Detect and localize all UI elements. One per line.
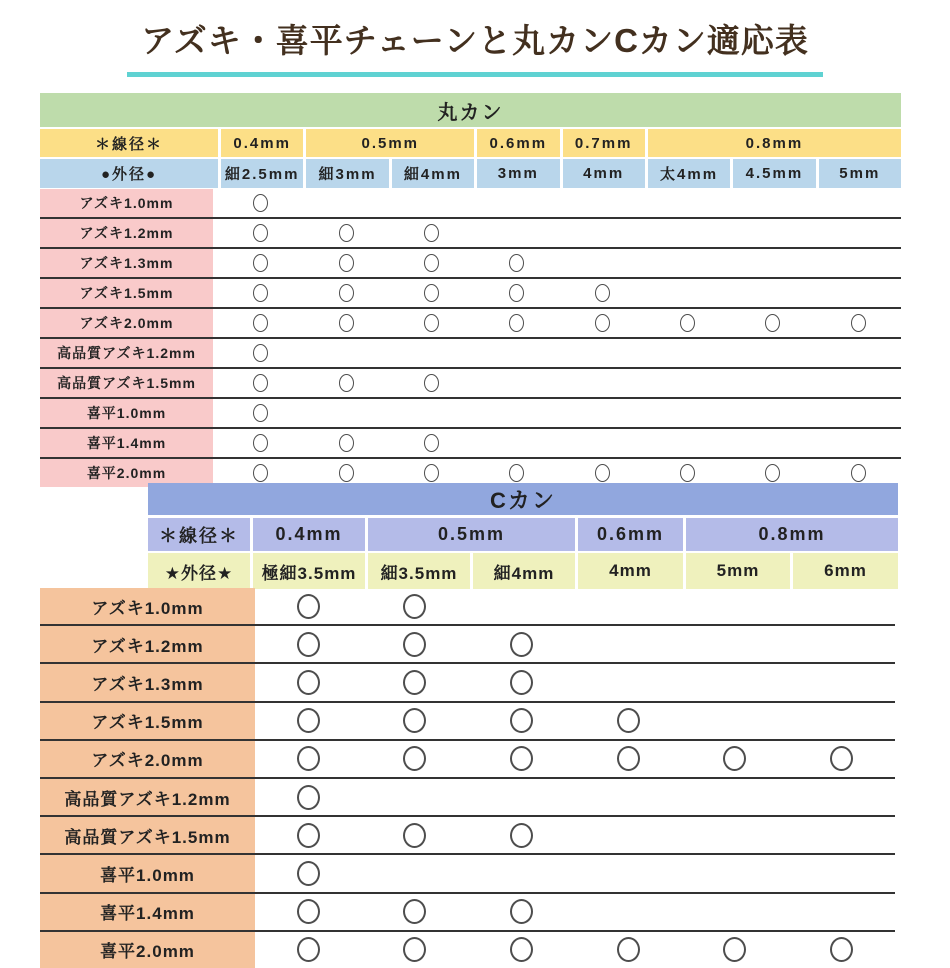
- maru-table-row: [40, 277, 901, 307]
- maru-compatible-circle: [253, 344, 268, 362]
- ckan-table-row: [40, 739, 895, 777]
- maru-gaikei-value: 細3mm: [303, 159, 388, 188]
- maru-row-label: アズキ1.2mm: [40, 219, 218, 247]
- ckan-compatible-circle: [297, 861, 320, 886]
- ckan-table-row: [40, 815, 895, 853]
- ckan-row-label: アズキ1.0mm: [40, 588, 255, 624]
- ckan-mark-cell: [255, 632, 362, 657]
- maru-compatible-circle: [595, 314, 610, 332]
- ckan-table-row: [40, 701, 895, 739]
- maru-compatible-circle: [424, 224, 439, 242]
- maru-mark-cell: [474, 464, 559, 482]
- ckan-compatible-circle: [510, 899, 533, 924]
- maru-mark-cell: [816, 464, 901, 482]
- ckan-mark-cell: [362, 708, 469, 733]
- ckan-mark-cell: [362, 594, 469, 619]
- ckan-compatible-circle: [297, 937, 320, 962]
- maru-compatible-circle: [424, 254, 439, 272]
- maru-mark-cell: [645, 314, 730, 332]
- maru-compatible-circle: [424, 284, 439, 302]
- ckan-row-label: アズキ1.3mm: [40, 664, 255, 700]
- ckan-mark-cell: [788, 937, 895, 962]
- maru-table-row: [40, 247, 901, 277]
- maru-compatible-circle: [339, 464, 354, 482]
- ckan-mark-cell: [575, 937, 682, 962]
- ckan-table-row: [40, 853, 895, 891]
- maru-compatible-circle: [509, 284, 524, 302]
- ckan-senkei-value: 0.5mm: [365, 518, 575, 551]
- ckan-mark-cell: [468, 632, 575, 657]
- maru-compatible-circle: [339, 254, 354, 272]
- maru-mark-cell: [389, 284, 474, 302]
- ckan-table-row: [40, 588, 895, 624]
- maru-compatible-circle: [509, 314, 524, 332]
- ckan-mark-cell: [255, 823, 362, 848]
- ckan-mark-cell: [575, 746, 682, 771]
- maru-compatible-circle: [595, 284, 610, 302]
- maru-mark-cell: [389, 374, 474, 392]
- maru-row-label: 高品質アズキ1.2mm: [40, 339, 218, 367]
- maru-row-label: 喜平1.4mm: [40, 429, 218, 457]
- ckan-row-label: アズキ1.2mm: [40, 626, 255, 662]
- ckan-mark-cell: [255, 594, 362, 619]
- maru-row-label: アズキ1.0mm: [40, 189, 218, 217]
- maru-row-label: アズキ2.0mm: [40, 309, 218, 337]
- maru-mark-cell: [474, 314, 559, 332]
- ckan-row-label: 喜平1.0mm: [40, 855, 255, 891]
- ckan-compatible-circle: [297, 632, 320, 657]
- ckan-compatible-circle: [403, 899, 426, 924]
- ckan-compatible-circle: [297, 899, 320, 924]
- maru-mark-cell: [645, 464, 730, 482]
- maru-mark-cell: [218, 374, 303, 392]
- maru-compatible-circle: [339, 284, 354, 302]
- ckan-table-row: [40, 662, 895, 700]
- maru-gaikei-row: [40, 159, 901, 188]
- maru-table-row: [40, 337, 901, 367]
- maru-table-row: [40, 427, 901, 457]
- maru-mark-cell: [303, 284, 388, 302]
- title-wrap: [0, 14, 950, 77]
- maru-compatible-circle: [339, 374, 354, 392]
- maru-mark-cell: [560, 284, 645, 302]
- maru-compatible-circle: [424, 434, 439, 452]
- maru-senkei-value: 0.8mm: [645, 129, 901, 157]
- ckan-compatible-circle: [297, 594, 320, 619]
- ckan-mark-cell: [468, 937, 575, 962]
- maru-mark-cell: [303, 224, 388, 242]
- maru-gaikei-value: 4mm: [560, 159, 645, 188]
- maru-compatible-circle: [339, 224, 354, 242]
- ckan-gaikei-label: ★外径★: [148, 553, 250, 589]
- maru-mark-cell: [218, 254, 303, 272]
- maru-mark-cell: [218, 224, 303, 242]
- maru-mark-cell: [218, 464, 303, 482]
- maru-senkei-value: 0.4mm: [218, 129, 303, 157]
- ckan-mark-cell: [362, 937, 469, 962]
- maru-gaikei-value: 5mm: [816, 159, 901, 188]
- maru-mark-cell: [730, 314, 815, 332]
- maru-compatible-circle: [339, 314, 354, 332]
- ckan-compatible-circle: [297, 670, 320, 695]
- ckan-mark-cell: [468, 823, 575, 848]
- ckan-compatible-circle: [297, 823, 320, 848]
- maru-mark-cell: [218, 284, 303, 302]
- maru-table-row: [40, 307, 901, 337]
- ckan-compatible-circle: [403, 937, 426, 962]
- ckan-row-label: アズキ2.0mm: [40, 741, 255, 777]
- ckan-row-label: アズキ1.5mm: [40, 703, 255, 739]
- ckan-compatible-circle: [403, 670, 426, 695]
- maru-mark-cell: [474, 284, 559, 302]
- ckan-compatible-circle: [617, 708, 640, 733]
- maru-mark-cell: [303, 254, 388, 272]
- maru-compatible-circle: [339, 434, 354, 452]
- c-kan-table-body: [40, 588, 895, 962]
- maru-mark-cell: [303, 374, 388, 392]
- ckan-row-label: 喜平1.4mm: [40, 894, 255, 930]
- ckan-compatible-circle: [830, 746, 853, 771]
- ckan-mark-cell: [468, 670, 575, 695]
- ckan-compatible-circle: [830, 937, 853, 962]
- maru-kan-table: [40, 93, 901, 487]
- c-kan-table-header: [148, 483, 898, 589]
- ckan-mark-cell: [362, 899, 469, 924]
- maru-compatible-circle: [253, 284, 268, 302]
- ckan-mark-cell: [468, 708, 575, 733]
- maru-row-label: 喜平1.0mm: [40, 399, 218, 427]
- ckan-mark-cell: [255, 937, 362, 962]
- ckan-mark-cell: [788, 746, 895, 771]
- maru-gaikei-value: 太4mm: [645, 159, 730, 188]
- maru-gaikei-value: 細2.5mm: [218, 159, 303, 188]
- maru-compatible-circle: [680, 314, 695, 332]
- maru-table-row: [40, 189, 901, 217]
- maru-row-label: 高品質アズキ1.5mm: [40, 369, 218, 397]
- ckan-mark-cell: [682, 937, 789, 962]
- maru-row-label: アズキ1.3mm: [40, 249, 218, 277]
- ckan-mark-cell: [468, 899, 575, 924]
- ckan-compatible-circle: [723, 937, 746, 962]
- maru-compatible-circle: [424, 314, 439, 332]
- maru-compatible-circle: [595, 464, 610, 482]
- maru-compatible-circle: [253, 404, 268, 422]
- maru-compatible-circle: [680, 464, 695, 482]
- maru-mark-cell: [389, 254, 474, 272]
- ckan-compatible-circle: [403, 823, 426, 848]
- maru-mark-cell: [218, 194, 303, 212]
- maru-gaikei-value: 3mm: [474, 159, 559, 188]
- maru-mark-cell: [560, 464, 645, 482]
- maru-mark-cell: [303, 314, 388, 332]
- ckan-mark-cell: [575, 708, 682, 733]
- maru-senkei-value: 0.5mm: [303, 129, 474, 157]
- ckan-compatible-circle: [510, 708, 533, 733]
- ckan-senkei-value: 0.6mm: [575, 518, 683, 551]
- ckan-compatible-circle: [403, 632, 426, 657]
- maru-table-row: [40, 367, 901, 397]
- maru-compatible-circle: [765, 464, 780, 482]
- ckan-compatible-circle: [297, 746, 320, 771]
- maru-kan-table-title: 丸カン: [40, 93, 901, 127]
- maru-gaikei-value: 細4mm: [389, 159, 474, 188]
- ckan-compatible-circle: [510, 937, 533, 962]
- ckan-compatible-circle: [617, 746, 640, 771]
- maru-gaikei-label: ●外径●: [40, 159, 218, 188]
- ckan-compatible-circle: [403, 594, 426, 619]
- ckan-gaikei-value: 細3.5mm: [365, 553, 470, 589]
- ckan-mark-cell: [255, 670, 362, 695]
- maru-compatible-circle: [424, 374, 439, 392]
- ckan-gaikei-value: 細4mm: [470, 553, 575, 589]
- maru-compatible-circle: [509, 254, 524, 272]
- ckan-mark-cell: [362, 746, 469, 771]
- maru-mark-cell: [218, 404, 303, 422]
- ckan-row-label: 喜平2.0mm: [40, 932, 255, 968]
- maru-mark-cell: [218, 344, 303, 362]
- maru-senkei-value: 0.7mm: [560, 129, 645, 157]
- ckan-mark-cell: [255, 899, 362, 924]
- maru-mark-cell: [218, 434, 303, 452]
- maru-row-label: アズキ1.5mm: [40, 279, 218, 307]
- maru-compatible-circle: [253, 254, 268, 272]
- maru-table-body: [40, 189, 901, 487]
- ckan-mark-cell: [255, 861, 362, 886]
- ckan-gaikei-value: 5mm: [683, 553, 790, 589]
- maru-mark-cell: [303, 434, 388, 452]
- maru-table-row: [40, 217, 901, 247]
- ckan-senkei-value: 0.8mm: [683, 518, 898, 551]
- maru-compatible-circle: [253, 314, 268, 332]
- maru-compatible-circle: [851, 464, 866, 482]
- maru-senkei-row: [40, 129, 901, 157]
- ckan-compatible-circle: [510, 632, 533, 657]
- maru-mark-cell: [218, 314, 303, 332]
- ckan-compatible-circle: [403, 746, 426, 771]
- maru-mark-cell: [389, 434, 474, 452]
- maru-row-label: 喜平2.0mm: [40, 459, 218, 487]
- maru-mark-cell: [389, 464, 474, 482]
- ckan-gaikei-value: 極細3.5mm: [250, 553, 365, 589]
- c-kan-table-title: Cカン: [148, 483, 898, 515]
- maru-mark-cell: [816, 314, 901, 332]
- ckan-compatible-circle: [510, 823, 533, 848]
- ckan-table-row: [40, 624, 895, 662]
- maru-senkei-label: ＊線径＊: [40, 129, 218, 157]
- page-title: アズキ・喜平チェーンと丸カンCカン適応表: [127, 14, 823, 77]
- maru-mark-cell: [560, 314, 645, 332]
- ckan-row-label: 高品質アズキ1.5mm: [40, 817, 255, 853]
- maru-compatible-circle: [253, 434, 268, 452]
- ckan-mark-cell: [682, 746, 789, 771]
- maru-compatible-circle: [851, 314, 866, 332]
- ckan-table-row: [40, 930, 895, 968]
- ckan-compatible-circle: [297, 785, 320, 810]
- ckan-mark-cell: [362, 632, 469, 657]
- maru-senkei-value: 0.6mm: [474, 129, 559, 157]
- maru-mark-cell: [389, 224, 474, 242]
- ckan-mark-cell: [362, 670, 469, 695]
- ckan-compatible-circle: [297, 708, 320, 733]
- ckan-senkei-value: 0.4mm: [250, 518, 365, 551]
- ckan-mark-cell: [255, 746, 362, 771]
- maru-mark-cell: [730, 464, 815, 482]
- ckan-table-row: [40, 892, 895, 930]
- ckan-senkei-label: ＊線径＊: [148, 518, 250, 551]
- maru-compatible-circle: [765, 314, 780, 332]
- ckan-mark-cell: [362, 823, 469, 848]
- maru-compatible-circle: [509, 464, 524, 482]
- ckan-compatible-circle: [403, 708, 426, 733]
- maru-compatible-circle: [253, 224, 268, 242]
- ckan-mark-cell: [255, 785, 362, 810]
- maru-mark-cell: [303, 464, 388, 482]
- maru-compatible-circle: [253, 374, 268, 392]
- ckan-gaikei-value: 4mm: [575, 553, 683, 589]
- ckan-table-row: [40, 777, 895, 815]
- maru-compatible-circle: [253, 464, 268, 482]
- ckan-mark-cell: [468, 746, 575, 771]
- ckan-compatible-circle: [617, 937, 640, 962]
- maru-compatible-circle: [424, 464, 439, 482]
- ckan-compatible-circle: [510, 746, 533, 771]
- ckan-compatible-circle: [510, 670, 533, 695]
- maru-compatible-circle: [253, 194, 268, 212]
- maru-table-row: [40, 397, 901, 427]
- maru-gaikei-value: 4.5mm: [730, 159, 815, 188]
- ckan-gaikei-value: 6mm: [790, 553, 898, 589]
- maru-mark-cell: [389, 314, 474, 332]
- maru-mark-cell: [474, 254, 559, 272]
- c-senkei-row: [148, 518, 898, 551]
- ckan-compatible-circle: [723, 746, 746, 771]
- ckan-row-label: 高品質アズキ1.2mm: [40, 779, 255, 815]
- ckan-mark-cell: [255, 708, 362, 733]
- c-gaikei-row: [148, 553, 898, 589]
